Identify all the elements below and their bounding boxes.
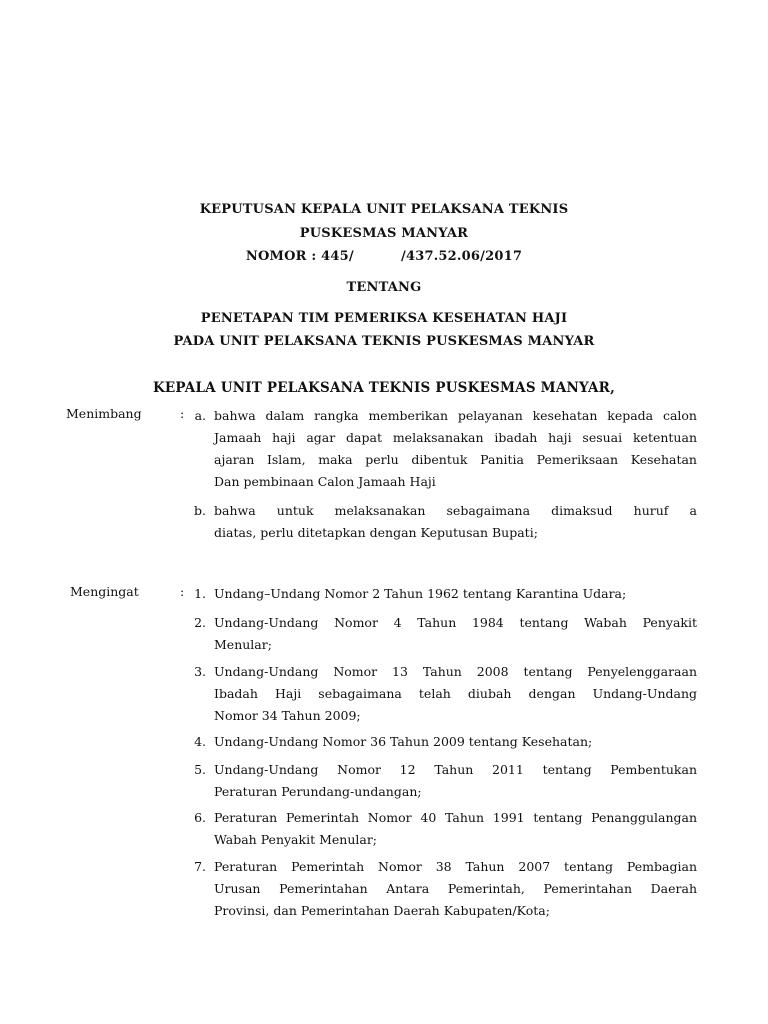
- text-line: Undang-Undang Nomor 36 Tahun 2009 tentang Kesehatan;: [214, 734, 593, 749]
- text-line: Wabah Penyakit Menular;: [214, 832, 378, 847]
- text-line: bahwa dalam rangka memberikan pelayanan kesehatan kepada calon: [214, 408, 697, 423]
- mengingat-colon: :: [180, 584, 185, 599]
- item-marker: 1.: [194, 586, 206, 601]
- item-marker: b.: [194, 503, 206, 518]
- text-line: bahwa untuk melaksanakan sebagaimana dimaksud huruf a: [214, 503, 697, 518]
- text-line: Provinsi, dan Pemerintahan Daerah Kabupaten/Kota;: [214, 903, 550, 918]
- text-line: Peraturan Pemerintah Nomor 38 Tahun 2007 tentang Pembagian: [214, 859, 697, 874]
- item-text: [214, 500, 697, 544]
- subject-line-2: PADA UNIT PELAKSANA TEKNIS PUSKESMAS MANYAR: [173, 334, 595, 349]
- text-line: Jamaah haji agar dapat melaksanakan ibadah haji sesuai ketentuan: [214, 430, 697, 445]
- menimbang-label: Menimbang: [66, 406, 142, 421]
- mengingat-label: Mengingat: [70, 584, 139, 599]
- item-marker: 5.: [194, 762, 206, 777]
- text-line: Nomor 34 Tahun 2009;: [214, 708, 361, 723]
- tentang-heading: TENTANG: [346, 280, 422, 295]
- text-line: ajaran Islam, maka perlu dibentuk Panitia Pemeriksaan Kesehatan: [214, 452, 697, 467]
- item-text: [214, 612, 697, 656]
- item-text: [214, 856, 697, 922]
- text-line: diatas, perlu ditetapkan dengan Keputusan Bupati;: [214, 525, 538, 540]
- text-line: Undang-Undang Nomor 12 Tahun 2011 tentang Pembentukan: [214, 762, 697, 777]
- text-line: Peraturan Perundang-undangan;: [214, 784, 422, 799]
- item-marker: 6.: [194, 810, 206, 825]
- item-marker: 4.: [194, 734, 206, 749]
- item-text: [214, 661, 697, 727]
- item-marker: 3.: [194, 664, 206, 679]
- text-line: Menular;: [214, 637, 272, 652]
- issuer-heading: KEPALA UNIT PELAKSANA TEKNIS PUSKESMAS MANYAR,: [153, 380, 615, 396]
- item-text: [214, 759, 697, 803]
- decree-title-line-1: KEPUTUSAN KEPALA UNIT PELAKSANA TEKNIS: [199, 202, 569, 217]
- text-line: Undang-Undang Nomor 13 Tahun 2008 tentang Penyelenggaraan: [214, 664, 697, 679]
- item-text: [214, 731, 697, 753]
- decree-title-line-2: PUSKESMAS MANYAR: [299, 226, 469, 241]
- subject-line-1: PENETAPAN TIM PEMERIKSA KESEHATAN HAJI: [200, 311, 568, 326]
- item-text: [214, 405, 697, 493]
- item-text: [214, 583, 697, 605]
- decree-number: NOMOR : 445/ /437.52.06/2017: [245, 249, 523, 264]
- item-text: [214, 807, 697, 851]
- menimbang-colon: :: [180, 406, 185, 421]
- item-marker: 7.: [194, 859, 206, 874]
- item-marker: a.: [194, 408, 206, 423]
- text-line: Urusan Pemerintahan Antara Pemerintah, Pemerintahan Daerah: [214, 881, 697, 896]
- text-line: Dan pembinaan Calon Jamaah Haji: [214, 474, 436, 489]
- text-line: Ibadah Haji sebagaimana telah diubah dengan Undang-Undang: [214, 686, 697, 701]
- item-marker: 2.: [194, 615, 206, 630]
- text-line: Undang-Undang Nomor 4 Tahun 1984 tentang Wabah Penyakit: [214, 615, 697, 630]
- text-line: Undang–Undang Nomor 2 Tahun 1962 tentang Karantina Udara;: [214, 586, 627, 601]
- text-line: Peraturan Pemerintah Nomor 40 Tahun 1991 tentang Penanggulangan: [214, 810, 697, 825]
